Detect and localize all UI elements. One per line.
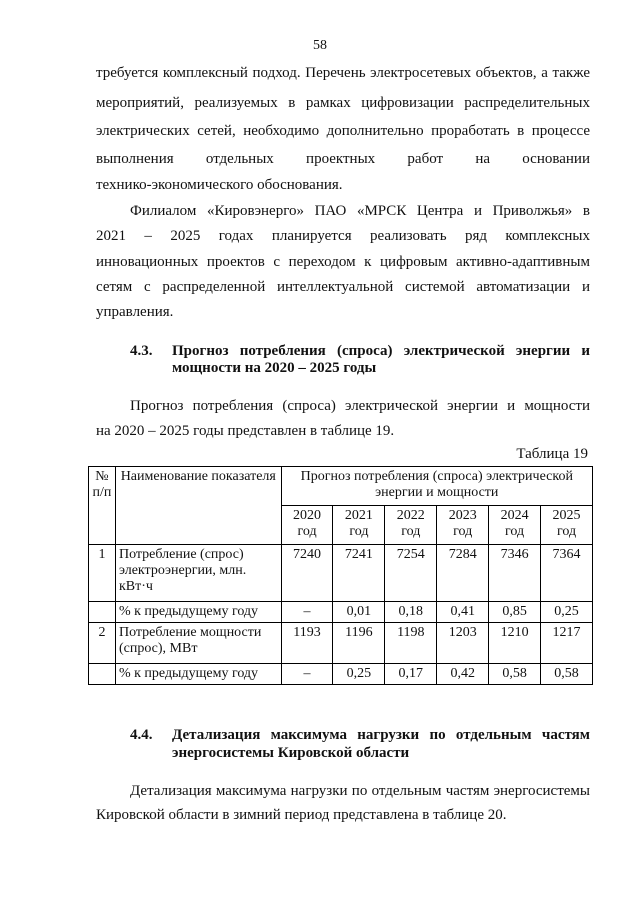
row-no: 1 bbox=[89, 545, 116, 602]
paragraph4-line: Кировской области в зимний период представлена в таблице 20. bbox=[96, 807, 507, 823]
row-value: 0,41 bbox=[437, 602, 489, 623]
row-value: 0,85 bbox=[489, 602, 541, 623]
row-value: 0,01 bbox=[333, 602, 385, 623]
header-name: Наименование показателя bbox=[115, 467, 281, 545]
section-44-title: Детализация максимума нагрузки по отдельным частям bbox=[172, 727, 590, 743]
year-cell: 2023 год bbox=[437, 506, 489, 545]
page-number: 58 bbox=[313, 38, 327, 53]
row-no bbox=[89, 602, 116, 623]
row-no bbox=[89, 664, 116, 685]
paragraph2-line: Филиалом «Кировэнерго» ПАО «МРСК Центра и Приволжья» в bbox=[130, 203, 590, 219]
row-value: 0,58 bbox=[541, 664, 593, 685]
row-value: 7346 bbox=[489, 545, 541, 602]
table-row bbox=[89, 623, 593, 664]
row-value: – bbox=[281, 664, 333, 685]
row-value: 0,18 bbox=[385, 602, 437, 623]
section-43-title: мощности на 2020 – 2025 годы bbox=[172, 360, 377, 376]
row-value: 1203 bbox=[437, 623, 489, 664]
row-value: 0,42 bbox=[437, 664, 489, 685]
year-cell: 2024 год bbox=[489, 506, 541, 545]
header-no: № п/п bbox=[89, 467, 116, 545]
row-value: 1198 bbox=[385, 623, 437, 664]
row-value: – bbox=[281, 602, 333, 623]
table-row bbox=[89, 545, 593, 602]
table-header-row bbox=[89, 467, 593, 506]
paragraph2-line: управления. bbox=[96, 304, 174, 320]
paragraph4-line: Детализация максимума нагрузки по отдельным частям энергосистемы bbox=[130, 783, 590, 799]
paragraph3-line: Прогноз потребления (спроса) электрической энергии и мощности bbox=[130, 398, 590, 414]
row-value: 1196 bbox=[333, 623, 385, 664]
paragraph1-line: технико-экономического обоснования. bbox=[96, 177, 343, 193]
section-43-title: Прогноз потребления (спроса) электрической энергии и bbox=[172, 343, 590, 359]
row-name: Потребление (спрос) электроэнергии, млн. кВт·ч bbox=[115, 545, 281, 602]
year-cell: 2020 год bbox=[281, 506, 333, 545]
row-value: 0,25 bbox=[333, 664, 385, 685]
paragraph1-line: выполнения отдельных проектных работ на основании bbox=[96, 151, 590, 167]
row-no: 2 bbox=[89, 623, 116, 664]
table-caption: Таблица 19 bbox=[516, 446, 588, 462]
paragraph1-line: электрических сетей, необходимо дополнительно проработать в процессе bbox=[96, 123, 590, 139]
table-row bbox=[89, 602, 593, 623]
paragraph2-line: инновационных проектов с переходом к цифровым активно-адаптивным bbox=[96, 254, 590, 270]
year-cell: 2025 год bbox=[541, 506, 593, 545]
paragraph2-line: сетям с распределенной интеллектуальной системой автоматизации и bbox=[96, 279, 590, 295]
row-value: 7241 bbox=[333, 545, 385, 602]
row-value: 0,58 bbox=[489, 664, 541, 685]
row-name: % к предыдущему году bbox=[115, 602, 281, 623]
row-value: 0,17 bbox=[385, 664, 437, 685]
row-value: 1210 bbox=[489, 623, 541, 664]
paragraph3-line: на 2020 – 2025 годы представлен в таблице 19. bbox=[96, 423, 395, 439]
section-44-number: 4.4. bbox=[130, 727, 153, 743]
row-value: 1193 bbox=[281, 623, 333, 664]
year-cell: 2021 год bbox=[333, 506, 385, 545]
paragraph1-line: требуется комплексный подход. Перечень электросетевых объектов, а также bbox=[96, 65, 590, 81]
row-value: 1217 bbox=[541, 623, 593, 664]
row-value: 7364 bbox=[541, 545, 593, 602]
row-name: Потребление мощности (спрос), МВт bbox=[115, 623, 281, 664]
header-group: Прогноз потребления (спроса) электрической энергии и мощности bbox=[281, 467, 592, 506]
row-value: 0,25 bbox=[541, 602, 593, 623]
row-name: % к предыдущему году bbox=[115, 664, 281, 685]
section-44-title: энергосистемы Кировской области bbox=[172, 745, 410, 761]
table-19 bbox=[88, 466, 593, 685]
year-cell: 2022 год bbox=[385, 506, 437, 545]
row-value: 7284 bbox=[437, 545, 489, 602]
row-value: 7254 bbox=[385, 545, 437, 602]
row-value: 7240 bbox=[281, 545, 333, 602]
table-row bbox=[89, 664, 593, 685]
section-43-number: 4.3. bbox=[130, 343, 153, 359]
paragraph2-line: 2021 – 2025 годах планируется реализовать ряд комплексных bbox=[96, 228, 590, 244]
paragraph1-line: мероприятий, реализуемых в рамках цифровизации распределительных bbox=[96, 95, 590, 111]
